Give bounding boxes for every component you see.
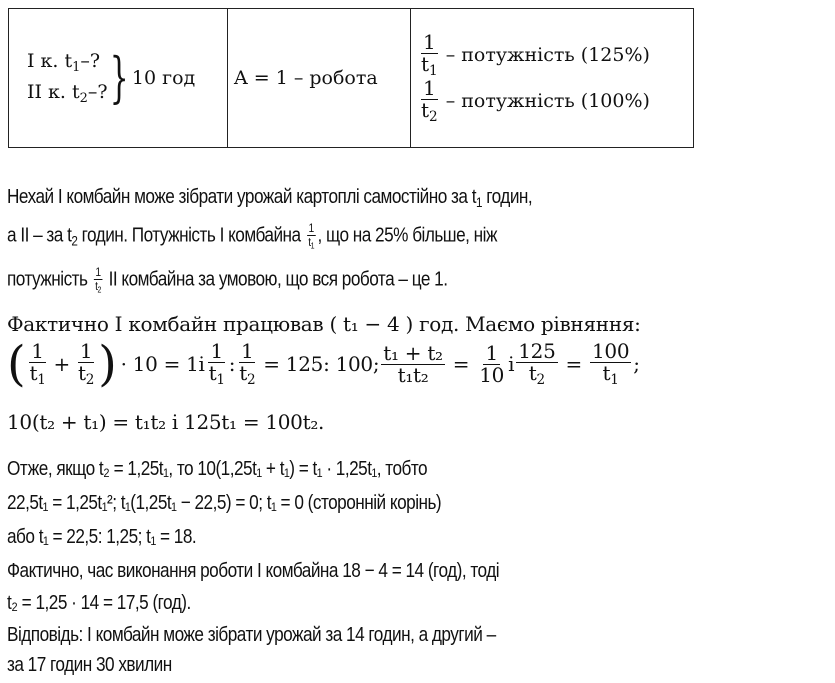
- fraction: $\frac{1}{t_1}$: [29, 338, 46, 388]
- fraction: $\frac{1}{t_1}$: [308, 221, 315, 251]
- total-time: 10 год: [131, 67, 196, 89]
- fraction: $\frac{1}{t_1}$: [421, 29, 438, 79]
- equation-line: ( $\frac{1}{t_1}$ + $\frac{1}{t_2}$ ) · 10 = 1і $\frac{1}{t_1}$ : $\frac{1}{t_2}$ = 125: 100; $\frac{\text{t₁ + t₂}}{\text{t₁t₂}}$ = $\frac{1}{10}$ і $\frac{125}{t_2}$ = $\frac{100}{t_1}$ ;: [7, 336, 640, 392]
- solution-line-2: а II – за $t_2$ годин. Потужність I комбайна $\frac{1}{t_1}$ , що на 25% більше, ніж: [7, 221, 497, 251]
- work-cell: [228, 9, 411, 147]
- fraction: $\frac{100}{t_1}$: [591, 338, 630, 388]
- fraction: $\frac{1}{t_1}$: [208, 338, 225, 388]
- solution-line-4: Фактично I комбайн працював ( t₁ − 4 ) год. Маємо рівняння:: [7, 312, 641, 336]
- solution-line-10: Фактично, час виконання роботи I комбайна 18 − 4 = 14 (год), тоді: [7, 560, 500, 582]
- solution-line-1: Нехай I комбайн може зібрати урожай картоплі самостійно за $t_1$ годин,: [7, 186, 533, 211]
- solution-line-8: 22,5t₁ = 1,25t₁²; t₁(1,25t₁ − 22,5) = 0; t₁ = 0 (сторонній корінь): [7, 492, 442, 514]
- unknown-row-2: II к. $t_2-$?: [27, 81, 108, 106]
- solution-line-6: 10(t₂ + t₁) = t₁t₂ і 125t₁ = 100t₂.: [7, 410, 325, 434]
- fraction: $\frac{1}{10}$: [479, 340, 505, 387]
- fraction: $\frac{1}{t_2}$: [78, 338, 95, 388]
- solution-line-9: або t₁ = 22,5: 1,25; t₁ = 18.: [7, 526, 197, 548]
- fraction: $\frac{1}{t_2}$: [239, 338, 256, 388]
- answer-line-1: Відповідь: I комбайн може зібрати урожай за 14 годин, а другий –: [7, 624, 496, 646]
- unknowns-list: [27, 50, 108, 106]
- solution-line-11: t₂ = 1,25 · 14 = 17,5 (год).: [7, 592, 191, 614]
- power-row-2: $\frac{1}{t_2}$ – потужність (100%): [421, 76, 650, 126]
- given-data-table: [8, 8, 694, 148]
- answer-line-2: за 17 годин 30 хвилин: [7, 654, 172, 676]
- fraction: $\frac{\text{t₁ + t₂}}{\text{t₁t₂}}$: [383, 340, 443, 387]
- solution-line-3: потужність $\frac{1}{t_2}$ II комбайна за умовою, що вся робота – це 1.: [7, 265, 448, 295]
- power-cell: [411, 9, 693, 147]
- fraction: $\frac{125}{t_2}$: [518, 338, 556, 388]
- work-definition: A = 1 – робота: [234, 67, 378, 89]
- right-brace-icon: }: [109, 46, 129, 109]
- fraction: $\frac{1}{t_2}$: [95, 265, 101, 295]
- unknown-row-1: I к. $t_1-$?: [27, 50, 101, 75]
- solution-line-7: Отже, якщо t₂ = 1,25t₁, то 10(1,25t₁ + t₁) = t₁ · 1,25t₁, тобто: [7, 458, 428, 480]
- power-row-1: $\frac{1}{t_1}$ – потужність (125%): [421, 29, 650, 79]
- fraction: $\frac{1}{t_2}$: [421, 76, 438, 126]
- unknowns-cell: [9, 9, 228, 147]
